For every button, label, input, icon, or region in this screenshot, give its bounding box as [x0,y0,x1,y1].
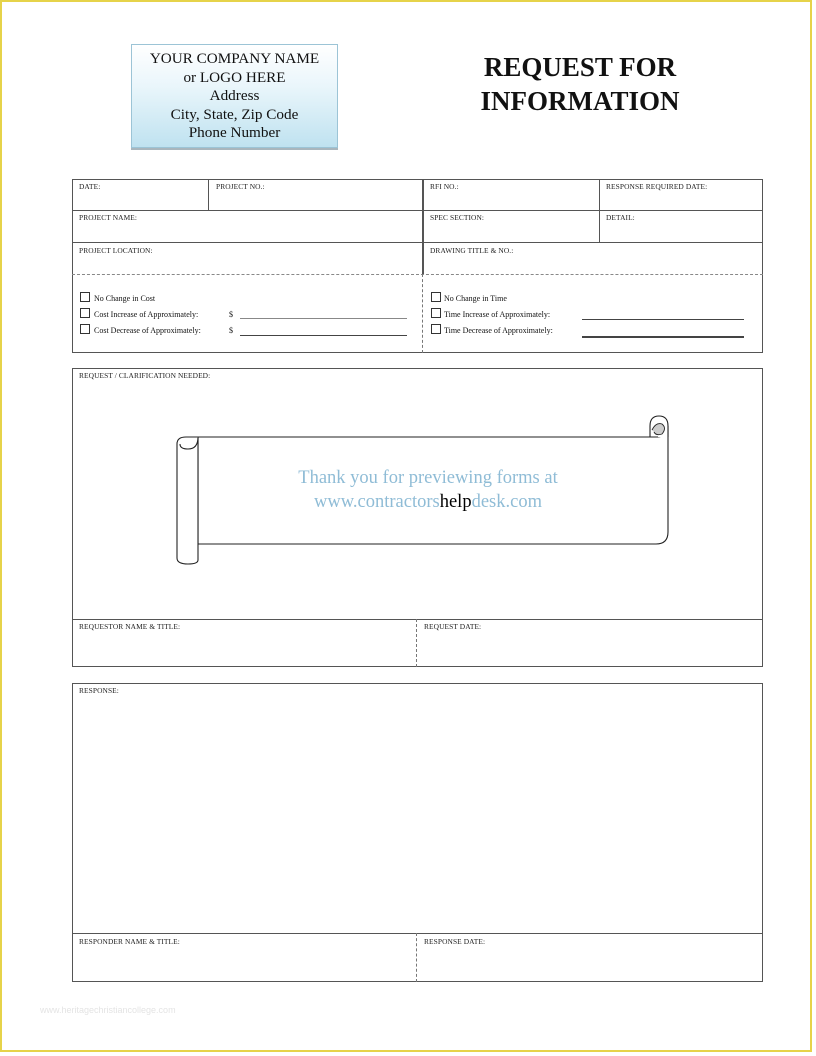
company-logo-placeholder [131,44,338,148]
cost-increase-amount-line[interactable] [240,318,407,319]
no-change-time-label: No Change in Time [444,294,507,303]
divider [72,210,763,211]
response-date-field[interactable]: RESPONSE DATE: [424,937,486,946]
company-address: Address [209,87,260,105]
cost-decrease-amount-line[interactable] [240,335,407,336]
divider [599,179,600,242]
cost-increase-label: Cost Increase of Approximately: [94,310,199,319]
project-name-field[interactable]: PROJECT NAME: [79,213,138,222]
cost-increase-currency: $ [229,310,233,319]
company-logo-note: or LOGO HERE [183,68,286,86]
detail-field[interactable]: DETAIL: [606,213,635,222]
watermark: www.heritagechristiancollege.com [40,1005,176,1015]
spec-section-field[interactable]: SPEC SECTION: [430,213,485,222]
time-increase-checkbox[interactable] [431,308,441,318]
cost-increase-checkbox[interactable] [80,308,90,318]
time-decrease-label: Time Decrease of Approximately: [444,326,553,335]
cost-decrease-currency: $ [229,326,233,335]
date-field[interactable]: DATE: [79,182,101,191]
divider [72,242,763,243]
request-clarification-field[interactable]: REQUEST / CLARIFICATION NEEDED: [79,371,211,380]
request-date-field[interactable]: REQUEST DATE: [424,622,482,631]
cost-decrease-checkbox[interactable] [80,324,90,334]
divider [416,933,417,982]
company-name: YOUR COMPANY NAME [149,50,320,67]
response-field[interactable]: RESPONSE: [79,686,119,695]
company-city-state-zip: City, State, Zip Code [170,105,299,123]
cost-decrease-label: Cost Decrease of Approximately: [94,326,201,335]
project-location-field[interactable]: PROJECT LOCATION: [79,246,153,255]
responder-name-title-field[interactable]: RESPONDER NAME & TITLE: [79,937,180,946]
preview-url[interactable] [178,490,678,514]
divider [416,619,417,667]
preview-url-suffix: desk.com [471,492,542,512]
requestor-name-title-field[interactable]: REQUESTOR NAME & TITLE: [79,622,181,631]
time-increase-amount-line[interactable] [582,319,744,320]
no-change-time-checkbox[interactable] [431,292,441,302]
preview-notice [178,466,678,514]
form-title [470,50,690,118]
divider [72,933,763,934]
time-increase-label: Time Increase of Approximately: [444,310,551,319]
form-title-line1: REQUEST FOR [483,52,677,82]
preview-url-help: help [439,492,472,512]
response-required-date-field[interactable]: RESPONSE REQUIRED DATE: [606,182,708,191]
preview-notice-line: Thank you for previewing forms at [298,468,558,488]
divider [208,179,209,210]
divider [72,619,763,620]
divider [422,179,424,274]
rfi-no-field[interactable]: RFI NO.: [430,182,459,191]
project-no-field[interactable]: PROJECT NO.: [216,182,265,191]
form-title-line2: INFORMATION [480,86,680,116]
company-phone: Phone Number [188,124,281,142]
no-change-cost-checkbox[interactable] [80,292,90,302]
drawing-title-field[interactable]: DRAWING TITLE & NO.: [430,246,514,255]
no-change-cost-label: No Change in Cost [94,294,156,303]
time-decrease-amount-line[interactable] [582,336,744,338]
preview-url-prefix: www.contractors [314,492,440,512]
divider [422,274,423,353]
time-decrease-checkbox[interactable] [431,324,441,334]
divider [72,274,763,275]
